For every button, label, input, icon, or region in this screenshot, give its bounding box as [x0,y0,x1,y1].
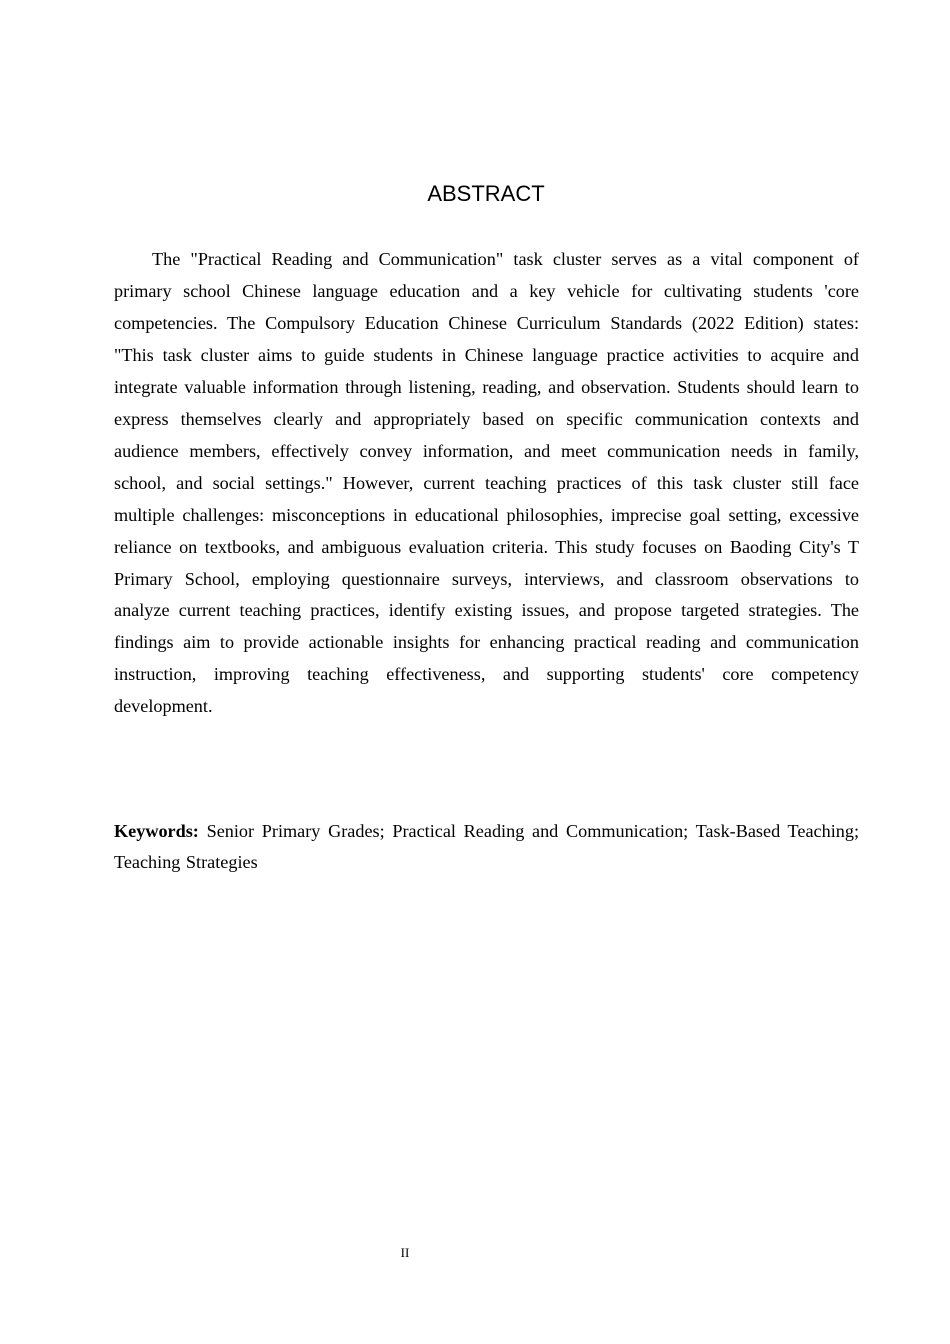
keywords-text: Senior Primary Grades; Practical Reading and Communication; Task-Based Teaching; Teaching Strategies [114,821,860,872]
abstract-body: The "Practical Reading and Communication" task cluster serves as a vital component of primary school Chinese language education and a key vehicle for cultivating students 'core competencies. The Compulsory Education Chinese Curriculum Standards (2022 Edition) states: "This task cluster aims to guide students in Chinese language practice activities to acquire and integrate valuable information through listening, reading, and observation. Students should learn to express themselves clearly and appropriately based on specific communication contexts and audience members, effectively convey information, and meet communication needs in family, school, and social settings." However, current teaching practices of this task cluster still face multiple challenges: misconceptions in educational philosophies, imprecise goal setting, excessive reliance on textbooks, and ambiguous evaluation criteria. This study focuses on Baoding City's T Primary School, employing questionnaire surveys, interviews, and classroom observations to analyze current teaching practices, identify existing issues, and propose targeted strategies. The findings aim to provide actionable insights for enhancing practical reading and communication instruction, improving teaching effectiveness, and supporting students' core competency development. [114,249,859,717]
keywords-paragraph [114,816,859,878]
page-number: II [400,1245,410,1260]
keywords-label: Keywords: [114,821,199,841]
abstract-title: ABSTRACT [427,181,545,206]
